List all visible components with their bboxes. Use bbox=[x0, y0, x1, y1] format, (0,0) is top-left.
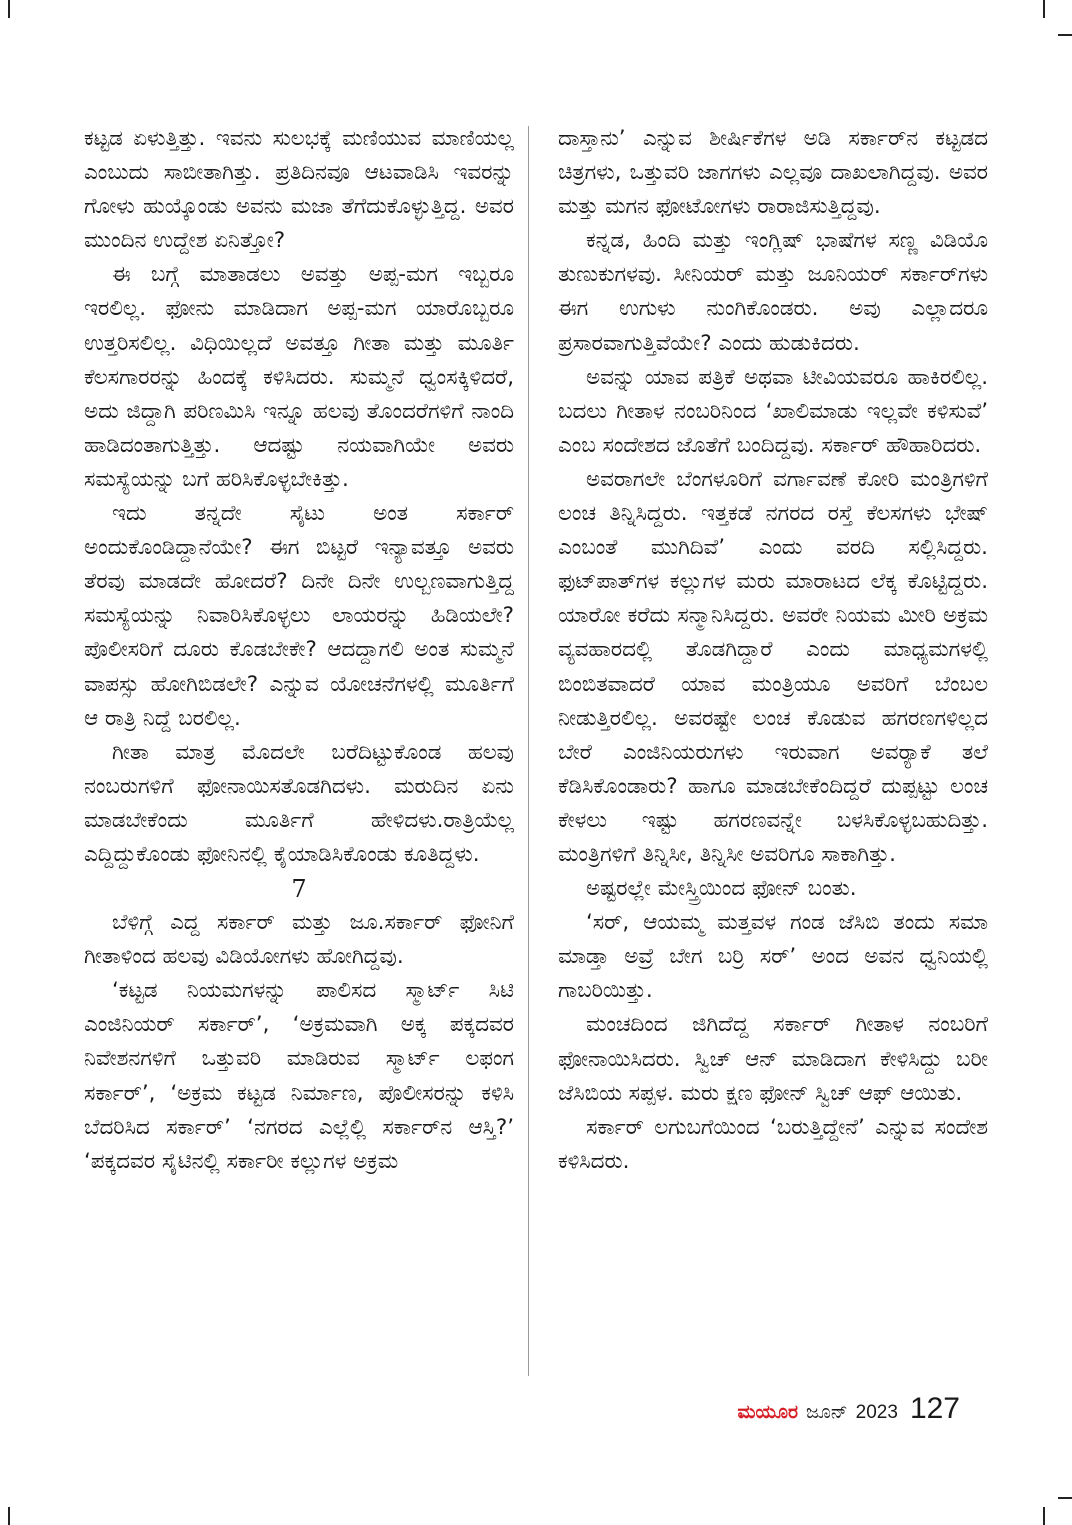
paragraph: ಸರ್ಕಾರ್ ಲಗುಬಗೆಯಿಂದ ‘ಬರುತ್ತಿದ್ದೇನೆ’ ಎನ್ನುವ ಸಂದೇಶ ಕಳಿಸಿದರು. bbox=[558, 1114, 988, 1174]
column-divider bbox=[528, 126, 529, 1376]
issue-year: 2023 bbox=[855, 1402, 898, 1423]
crop-mark-bottom-left bbox=[8, 1507, 10, 1525]
paragraph: ಅವರಾಗಲೇ ಬೆಂಗಳೂರಿಗೆ ವರ್ಗಾವಣೆ ಕೋರಿ ಮಂತ್ರಿಗಳಿಗೆ ಲಂಚ ತಿನ್ನಿಸಿದ್ದರು. ಇತ್ತಕಡೆ ನಗರದ ರಸ್ತೆ ಕೆಲಸಗಳು ಭೇಷ್ ಎಂಬಂತೆ ಮುಗಿದಿವೆ’ ಎಂದು ವರದಿ ಸಲ್ಲಿಸಿದ್ದರು. ಫುಟ್‌ಪಾತ್‌ಗಳ ಕಲ್ಲುಗಳ ಮರು ಮಾರಾಟದ ಲೆಕ್ಕ ಕೊಟ್ಟಿದ್ದರು. ಯಾರೋ ಕರೆದು ಸನ್ಮಾನಿಸಿದ್ದರು. ಅವರೇ ನಿಯಮ ಮೀರಿ ಅಕ್ರಮ ವ್ಯವಹಾರದಲ್ಲಿ ತೊಡಗಿದ್ದಾರೆ ಎಂದು ಮಾಧ್ಯಮಗಳಲ್ಲಿ ಬಿಂಬಿತವಾದರೆ ಯಾವ ಮಂತ್ರಿಯೂ ಅವರಿಗೆ ಬೆಂಬಲ ನೀಡುತ್ತಿರಲಿಲ್ಲ. ಅವರಷ್ಟೇ ಲಂಚ ಕೊಡುವ ಹಗರಣಗಳಿಲ್ಲದ ಬೇರೆ ಎಂಜಿನಿಯರುಗಳು ಇರುವಾಗ ಅವರ್‍ಯಾಕೆ ತಲೆ ಕೆಡಿಸಿಕೊಂಡಾರು? ಹಾಗೂ ಮಾಡಬೇಕೆಂದಿದ್ದರೆ ದುಪ್ಪಟ್ಟು ಲಂಚ ಕೇಳಲು ಇಷ್ಟು ಹಗರಣವನ್ನೇ ಬಳಸಿಕೊಳ್ಳಬಹುದಿತ್ತು. ಮಂತ್ರಿಗಳಿಗೆ ತಿನ್ನಿಸೀ, ತಿನ್ನಿಸೀ ಅವರಿಗೂ ಸಾಕಾಗಿತ್ತು. bbox=[558, 466, 988, 867]
paragraph: ಬೆಳಿಗ್ಗೆ ಎದ್ದ ಸರ್ಕಾರ್ ಮತ್ತು ಜೂ.ಸರ್ಕಾರ್ ಫೋನಿಗೆ ಗೀತಾಳಿಂದ ಹಲವು ವಿಡಿಯೋಗಳು ಹೋಗಿದ್ದವು. bbox=[84, 910, 514, 970]
page-number: 127 bbox=[909, 1392, 960, 1425]
section-number: 7 bbox=[291, 875, 307, 904]
paragraph: ‘ಸರ್, ಆಯಮ್ಮ ಮತ್ತವಳ ಗಂಡ ಜೆಸಿಬಿ ತಂದು ಸಮಾ ಮಾಡ್ತಾ ಅವ್ರೆ ಬೇಗ ಬರ್ರಿ ಸರ್’ ಅಂದ ಅವನ ಧ್ವನಿಯಲ್ಲಿ ಗಾಬರಿಯಿತ್ತು. bbox=[558, 910, 988, 1004]
paragraph: ‘ಕಟ್ಟಡ ನಿಯಮಗಳನ್ನು ಪಾಲಿಸದ ಸ್ಮಾರ್ಟ್ ಸಿಟಿ ಎಂಜಿನಿಯರ್ ಸರ್ಕಾರ್’, ‘ಅಕ್ರಮವಾಗಿ ಅಕ್ಕ ಪಕ್ಕದವರ ನಿವೇಶನಗಳಿಗೆ ಒತ್ತುವರಿ ಮಾಡಿರುವ ಸ್ಮಾರ್ಟ್ ಲಫಂಗ ಸರ್ಕಾರ್’, ‘ಅಕ್ರಮ ಕಟ್ಟಡ ನಿರ್ಮಾಣ, ಪೊಲೀಸರನ್ನು ಕಳಿಸಿ ಬೆದರಿಸಿದ ಸರ್ಕಾರ್’ ‘ನಗರದ ಎಲ್ಲೆಲ್ಲಿ ಸರ್ಕಾರ್‌ನ ಆಸ್ತಿ?’ ‘ಪಕ್ಕದವರ ಸೈಟಿನಲ್ಲಿ ಸರ್ಕಾರೀ ಕಲ್ಲುಗಳ ಅಕ್ರಮ bbox=[84, 978, 514, 1174]
paragraph: ಗೀತಾ ಮಾತ್ರ ಮೊದಲೇ ಬರೆದಿಟ್ಟುಕೊಂಡ ಹಲವು ನಂಬರುಗಳಿಗೆ ಫೋನಾಯಿಸತೊಡಗಿದಳು. ಮರುದಿನ ಏನು ಮಾಡಬೇಕೆಂದು ಮೂರ್ತಿಗೆ ಹೇಳಿದಳು.ರಾತ್ರಿಯೆಲ್ಲ ಎದ್ದಿದ್ದುಕೊಂಡು ಫೋನಿನಲ್ಲಿ ಕೈಯಾಡಿಸಿಕೊಂಡು ಕೂತಿದ್ದಳು. bbox=[84, 739, 514, 867]
paragraph: ಈ ಬಗ್ಗೆ ಮಾತಾಡಲು ಅವತ್ತು ಅಪ್ಪ-ಮಗ ಇಬ್ಬರೂ ಇರಲಿಲ್ಲ. ಫೋನು ಮಾಡಿದಾಗ ಅಪ್ಪ-ಮಗ ಯಾರೊಬ್ಬರೂ ಉತ್ತರಿಸಲಿಲ್ಲ. ವಿಧಿಯಿಲ್ಲದೆ ಅವತ್ತೂ ಗೀತಾ ಮತ್ತು ಮೂರ್ತಿ ಕೆಲಸಗಾರರನ್ನು ಹಿಂದಕ್ಕೆ ಕಳಿಸಿದರು. ಸುಮ್ಮನೆ ಧ್ವಂಸಕ್ಕಿಳಿದರೆ, ಅದು ಜಿದ್ದಾಗಿ ಪರಿಣಮಿಸಿ ಇನ್ನೂ ಹಲವು ತೊಂದರೆಗಳಿಗೆ ನಾಂದಿ ಹಾಡಿದಂತಾಗುತ್ತಿತ್ತು. ಆದಷ್ಟು ನಯವಾಗಿಯೇ ಅವರು ಸಮಸ್ಯೆಯನ್ನು ಬಗೆ ಹರಿಸಿಕೊಳ್ಳಬೇಕಿತ್ತು. bbox=[84, 262, 514, 492]
paragraph: ಮಂಚದಿಂದ ಜಿಗಿದೆದ್ದ ಸರ್ಕಾರ್ ಗೀತಾಳ ನಂಬರಿಗೆ ಫೋನಾಯಿಸಿದರು. ಸ್ವಿಚ್ ಆನ್ ಮಾಡಿದಾಗ ಕೇಳಿಸಿದ್ದು ಬರೀ ಜೆಸಿಬಿಯ ಸಪ್ಪಳ. ಮರು ಕ್ಷಣ ಫೋನ್ ಸ್ವಿಚ್ ಆಫ್ ಆಯಿತು. bbox=[558, 1012, 988, 1106]
paragraph: ಕಟ್ಟಡ ಏಳುತ್ತಿತ್ತು. ಇವನು ಸುಲಭಕ್ಕೆ ಮಣಿಯುವ ಮಾಣಿಯಲ್ಲ ಎಂಬುದು ಸಾಬೀತಾಗಿತ್ತು. ಪ್ರತಿದಿನವೂ ಆಟವಾಡಿಸಿ ಇವರನ್ನು ಗೋಳು ಹುಯ್ಕೊಂಡು ಅವನು ಮಜಾ ತೆಗೆದುಕೊಳ್ಳುತ್ತಿದ್ದ. ಅವರ ಮುಂದಿನ ಉದ್ದೇಶ ಏನಿತ್ತೋ? bbox=[84, 126, 514, 254]
magazine-logo: ಮಯೂರ bbox=[737, 1401, 799, 1423]
left-column bbox=[84, 122, 514, 1179]
paragraph: ಅಷ್ಟರಲ್ಲೇ ಮೇಸ್ತ್ರಿಯಿಂದ ಫೋನ್ ಬಂತು. bbox=[586, 876, 857, 902]
crop-mark-top-right bbox=[1043, 0, 1045, 18]
issue-month: ಜೂನ್ bbox=[806, 1401, 848, 1423]
crop-mark-bottom-right bbox=[1043, 1507, 1045, 1525]
right-column bbox=[558, 122, 988, 1179]
paragraph: ಅವನ್ನು ಯಾವ ಪತ್ರಿಕೆ ಅಥವಾ ಟೀವಿಯವರೂ ಹಾಕಿರಲಿಲ್ಲ. ಬದಲು ಗೀತಾಳ ನಂಬರಿನಿಂದ ‘ಖಾಲಿಮಾಡು ಇಲ್ಲವೇ ಕಳಿಸುವೆ’ ಎಂಬ ಸಂದೇಶದ ಜೊತೆಗೆ ಬಂದಿದ್ದವು. ಸರ್ಕಾರ್ ಹೌಹಾರಿದರು. bbox=[558, 364, 988, 458]
paragraph: ದಾಸ್ತಾನು’ ಎನ್ನುವ ಶೀರ್ಷಿಕೆಗಳ ಅಡಿ ಸರ್ಕಾರ್‌ನ ಕಟ್ಟಡದ ಚಿತ್ರಗಳು, ಒತ್ತುವರಿ ಜಾಗಗಳು ಎಲ್ಲವೂ ದಾಖಲಾಗಿದ್ದವು. ಅವರ ಮತ್ತು ಮಗನ ಫೋಟೋಗಳು ರಾರಾಜಿಸುತ್ತಿದ್ದವು. bbox=[558, 126, 988, 220]
paragraph: ಕನ್ನಡ, ಹಿಂದಿ ಮತ್ತು ಇಂಗ್ಲಿಷ್ ಭಾಷೆಗಳ ಸಣ್ಣ ವಿಡಿಯೊ ತುಣುಕುಗಳವು. ಸೀನಿಯರ್ ಮತ್ತು ಜೂನಿಯರ್ ಸರ್ಕಾರ್‌ಗಳು ಈಗ ಉಗುಳು ನುಂಗಿಕೊಂಡರು. ಅವು ಎಲ್ಲಾದರೂ ಪ್ರಸಾರವಾಗುತ್ತಿವೆಯೇ? ಎಂದು ಹುಡುಕಿದರು. bbox=[558, 228, 988, 356]
crop-mark-top-left bbox=[8, 0, 10, 18]
page-footer bbox=[737, 1392, 960, 1426]
crop-mark-right-lower bbox=[1058, 1497, 1072, 1499]
crop-mark-right-upper bbox=[1058, 34, 1072, 36]
paragraph: ಇದು ತನ್ನದೇ ಸೈಟು ಅಂತ ಸರ್ಕಾರ್ ಅಂದುಕೊಂಡಿದ್ದಾನೆಯೇ? ಈಗ ಬಿಟ್ಟರೆ ಇನ್ಯಾವತ್ತೂ ಅವರು ತೆರವು ಮಾಡದೇ ಹೋದರೆ? ದಿನೇ ದಿನೇ ಉಲ್ಬಣವಾಗುತ್ತಿದ್ದ ಸಮಸ್ಯೆಯನ್ನು ನಿವಾರಿಸಿಕೊಳ್ಳಲು ಲಾಯರನ್ನು ಹಿಡಿಯಲೇ? ಪೊಲೀಸರಿಗೆ ದೂರು ಕೊಡಬೇಕೇ? ಆದದ್ದಾಗಲಿ ಅಂತ ಸುಮ್ಮನೆ ವಾಪಸ್ಸು ಹೋಗಿಬಿಡಲೇ? ಎನ್ನುವ ಯೋಚನೆಗಳಲ್ಲಿ ಮೂರ್ತಿಗೆ ಆ ರಾತ್ರಿ ನಿದ್ದೆ ಬರಲಿಲ್ಲ. bbox=[84, 501, 514, 731]
